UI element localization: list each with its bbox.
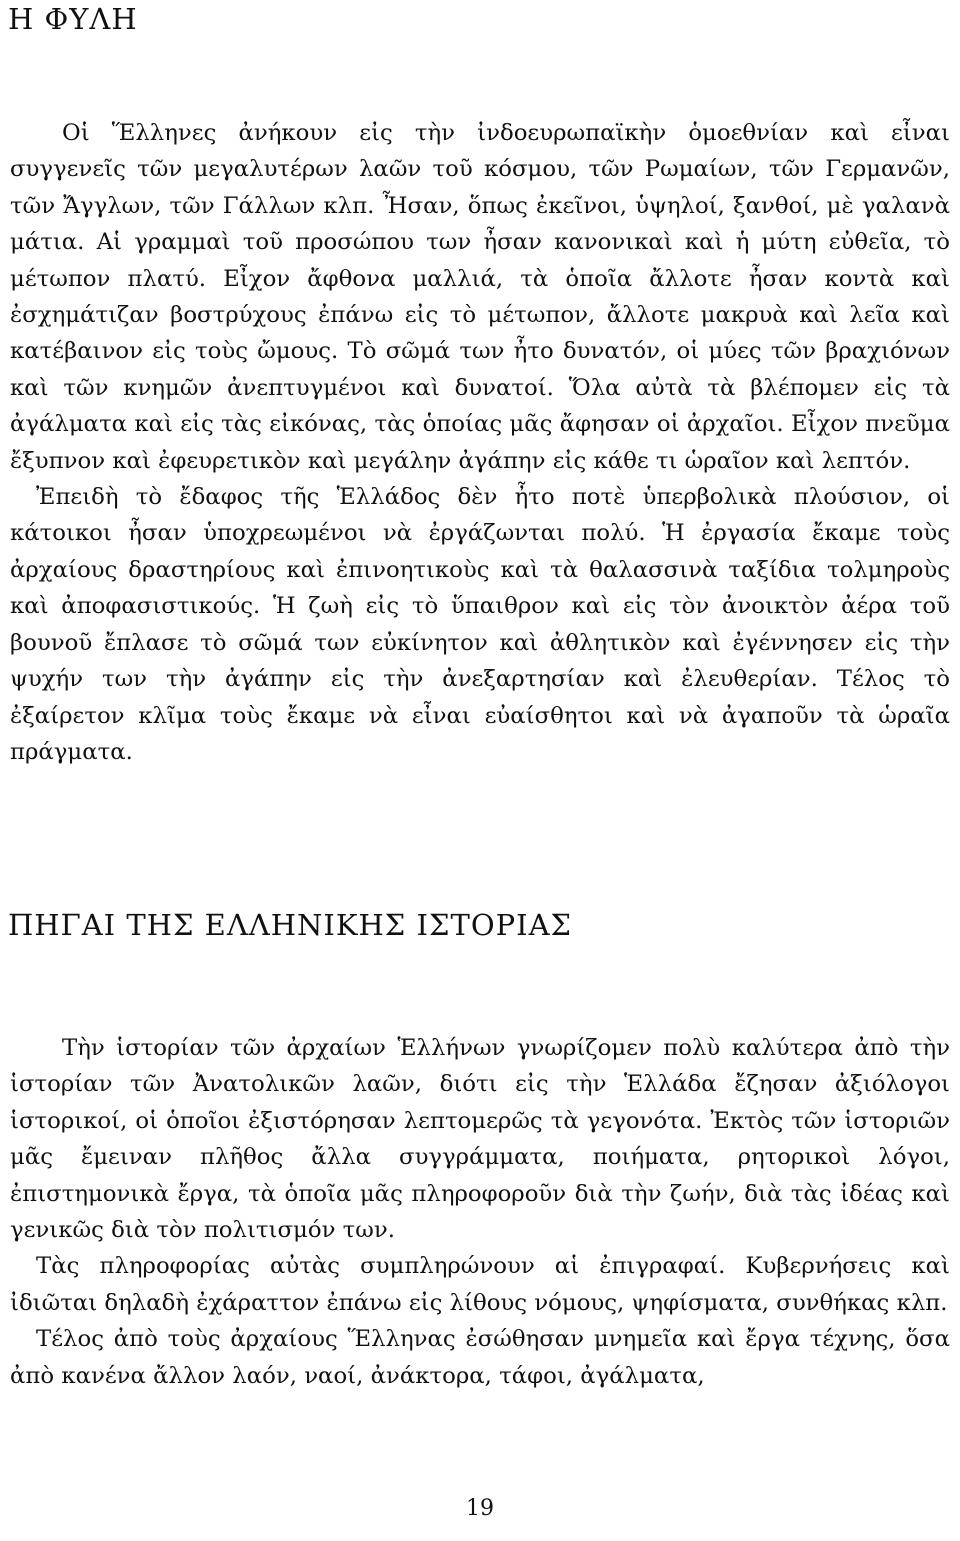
paragraph: Τὴν ἱστορίαν τῶν ἀρχαίων Ἑλλήνων γνωρίζομεν πολὺ καλύτερα ἀπὸ τὴν ἱστορίαν τῶν Ἀνατολικῶν λαῶν, διότι εἰς τὴν Ἑλλάδα ἔζησαν ἀξιόλογοι ἱστορικοί, οἱ ὁποῖοι ἐξιστόρησαν λεπτομερῶς τὰ γεγονότα. Ἐκτὸς τῶν ἱστοριῶν μᾶς ἔμειναν πλῆθος ἄλλα συγγράμματα, ποιήματα, ρητορικοὶ λόγοι, ἐπιστημονικὰ ἔργα, τὰ ὁποῖα μᾶς πληροφοροῦν διὰ τὴν ζωήν, διὰ τὰς ἰδέας καὶ γενικῶς διὰ τὸν πολιτισμόν των. [10,1035,950,1244]
section-race-body [10,115,950,770]
paragraph: Τέλος ἀπὸ τοὺς ἀρχαίους Ἕλληνας ἐσώθησαν μνημεῖα καὶ ἔργα τέχνης, ὅσα ἀπὸ κανένα ἄλλον λαόν, ναοί, ἀνάκτορα, τάφοι, ἀγάλματα, [10,1326,950,1389]
paragraph: Ἐπειδὴ τὸ ἔδαφος τῆς Ἑλλάδος δὲν ἦτο ποτὲ ὑπερβολικὰ πλούσιον, οἱ κάτοικοι ἦσαν ὑποχρεωμένοι νὰ ἐργάζωνται πολύ. Ἡ ἐργασία ἔκαμε τοὺς ἀρχαίους δραστηρίους καὶ ἐπινοητικοὺς καὶ τὰ θαλασσινὰ ταξίδια τολμηροὺς καὶ ἀποφασιστικούς. Ἡ ζωὴ εἰς τὸ ὕπαιθρον καὶ εἰς τὸν ἀνοικτὸν ἀέρα τοῦ βουνοῦ ἔπλασε τὸ σῶμά των εὐκίνητον καὶ ἀθλητικὸν καὶ ἐγέννησεν εἰς τὴν ψυχήν των τὴν ἀγάπην εἰς τὴν ἀνεξαρτησίαν καὶ ἐλευθερίαν. Τέλος τὸ ἐξαίρετον κλῖμα τοὺς ἔκαμε νὰ εἶναι εὐαίσθητοι καὶ νὰ ἀγαποῦν τὰ ὡραῖα πράγματα. [10,484,950,765]
section-heading-sources: ΠΗΓΑΙ ΤΗΣ ΕΛΛΗΝΙΚΗΣ ΙΣΤΟΡΙΑΣ [8,908,573,942]
section-heading-race: Η ΦΥΛΗ [8,2,138,36]
section-sources-body [10,1030,950,1394]
paragraph: Τὰς πληροφορίας αὐτὰς συμπληρώνουν αἱ ἐπιγραφαί. Κυβερνήσεις καὶ ἰδιῶται δηλαδὴ ἐχάραττον ἐπάνω εἰς λίθους νόμους, ψηφίσματα, συνθήκας κλπ. [10,1253,950,1316]
paragraph: Οἱ Ἕλληνες ἀνήκουν εἰς τὴν ἰνδοευρωπαϊκὴν ὁμοεθνίαν καὶ εἶναι συγγενεῖς τῶν μεγαλυτέρων λαῶν τοῦ κόσμου, τῶν Ρωμαίων, τῶν Γερμανῶν, τῶν Ἄγγλων, τῶν Γάλλων κλπ. Ἦσαν, ὅπως ἐκεῖνοι, ὑψηλοί, ξανθοί, μὲ γαλανὰ μάτια. Αἱ γραμμαὶ τοῦ προσώπου των ἦσαν κανονικαὶ καὶ ἡ μύτη εὐθεῖα, τὸ μέτωπον πλατύ. Εἶχον ἄφθονα μαλλιά, τὰ ὁποῖα ἄλλοτε ἦσαν κοντὰ καὶ ἐσχημάτιζαν βοστρύχους ἐπάνω εἰς τὸ μέτωπον, ἄλλοτε μακρυὰ καὶ λεῖα καὶ κατέβαινον εἰς τοὺς ὤμους. Τὸ σῶμά των ἦτο δυνατόν, οἱ μύες τῶν βραχιόνων καὶ τῶν κνημῶν ἀνεπτυγμένοι καὶ δυνατοί. Ὅλα αὐτὰ τὰ βλέπομεν εἰς τὰ ἀγάλματα καὶ εἰς τὰς εἰκόνας, τὰς ὁποίας μᾶς ἄφησαν οἱ ἀρχαῖοι. Εἶχον πνεῦμα ἔξυπνον καὶ ἐφευρετικὸν καὶ μεγάλην ἀγάπην εἰς κάθε τι ὡραῖον καὶ λεπτόν. [10,120,950,474]
page-number: 19 [466,1496,494,1521]
